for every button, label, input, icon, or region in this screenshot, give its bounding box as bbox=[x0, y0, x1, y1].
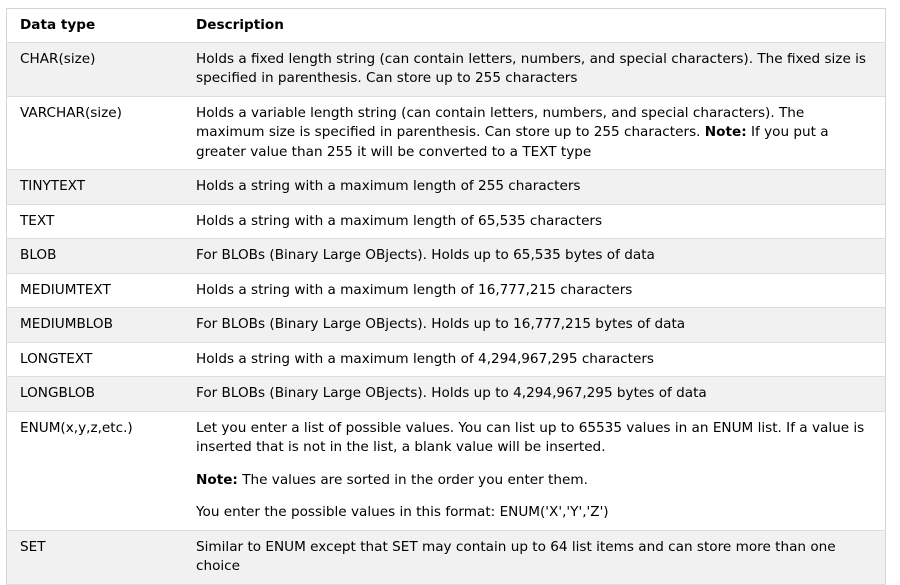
description-paragraph bbox=[196, 503, 877, 523]
table-row bbox=[7, 96, 886, 170]
data-type-cell: MEDIUMTEXT bbox=[7, 273, 184, 308]
description-paragraph bbox=[196, 419, 877, 458]
data-type-cell: SET bbox=[7, 530, 184, 584]
description-paragraph bbox=[196, 350, 877, 370]
description-paragraph bbox=[196, 104, 877, 163]
description-paragraph bbox=[196, 315, 877, 335]
table-body bbox=[7, 42, 886, 584]
header-description: Description bbox=[183, 9, 886, 43]
description-text: Holds a string with a maximum length of 255 characters bbox=[196, 178, 581, 194]
description-cell bbox=[183, 170, 886, 205]
description-text: The values are sorted in the order you enter them. bbox=[237, 471, 588, 488]
description-text: Holds a fixed length string (can contain letters, numbers, and special characters). The fixed size is specified in parenthesis. Can store up to 255 characters bbox=[196, 50, 866, 86]
table-row bbox=[7, 308, 886, 343]
description-note-label: Note: bbox=[196, 471, 238, 488]
description-cell bbox=[183, 42, 886, 96]
description-paragraph bbox=[196, 471, 877, 491]
data-type-cell: TEXT bbox=[7, 204, 184, 239]
table-row bbox=[7, 204, 886, 239]
description-cell bbox=[183, 239, 886, 274]
data-type-cell: LONGTEXT bbox=[7, 342, 184, 377]
table-row bbox=[7, 377, 886, 412]
description-paragraph bbox=[196, 538, 877, 577]
data-type-cell: CHAR(size) bbox=[7, 42, 184, 96]
table-header-row bbox=[7, 9, 886, 43]
table-row bbox=[7, 42, 886, 96]
data-type-cell: BLOB bbox=[7, 239, 184, 274]
description-paragraph bbox=[196, 212, 877, 232]
description-cell bbox=[183, 204, 886, 239]
description-text: If you put a greater value than 255 it will be converted to a TEXT type bbox=[196, 124, 829, 160]
table-row bbox=[7, 273, 886, 308]
data-type-cell: LONGBLOB bbox=[7, 377, 184, 412]
description-cell bbox=[183, 342, 886, 377]
table-row bbox=[7, 170, 886, 205]
description-text: For BLOBs (Binary Large OBjects). Holds up to 16,777,215 bytes of data bbox=[196, 316, 686, 332]
description-paragraph bbox=[196, 281, 877, 301]
table-row bbox=[7, 411, 886, 530]
data-type-cell: ENUM(x,y,z,etc.) bbox=[7, 411, 184, 530]
table-row bbox=[7, 530, 886, 584]
description-cell bbox=[183, 530, 886, 584]
header-data-type: Data type bbox=[7, 9, 184, 43]
description-cell bbox=[183, 273, 886, 308]
description-note-label: Note: bbox=[704, 124, 747, 140]
description-text: Holds a variable length string (can contain letters, numbers, and special characters). The maximum size is specified in parenthesis. Can store up to 255 characters. bbox=[196, 104, 805, 140]
description-cell bbox=[183, 308, 886, 343]
description-text: For BLOBs (Binary Large OBjects). Holds up to 65,535 bytes of data bbox=[196, 247, 655, 263]
data-type-cell: MEDIUMBLOB bbox=[7, 308, 184, 343]
description-text: For BLOBs (Binary Large OBjects). Holds up to 4,294,967,295 bytes of data bbox=[196, 385, 707, 401]
description-text: You enter the possible values in this format: ENUM('X','Y','Z') bbox=[196, 504, 609, 520]
table-row bbox=[7, 239, 886, 274]
description-paragraph bbox=[196, 50, 877, 89]
description-text: Let you enter a list of possible values. You can list up to 65535 values in an ENUM list. If a value is inserted that is not in the list, a blank value will be inserted. bbox=[196, 419, 865, 455]
description-text: Holds a string with a maximum length of 4,294,967,295 characters bbox=[196, 350, 654, 367]
description-text: Holds a string with a maximum length of 16,777,215 characters bbox=[196, 281, 633, 298]
description-cell bbox=[183, 411, 886, 530]
description-cell bbox=[183, 377, 886, 412]
description-text: Similar to ENUM except that SET may contain up to 64 list items and can store more than one choice bbox=[196, 538, 836, 574]
data-type-cell: TINYTEXT bbox=[7, 170, 184, 205]
table-row bbox=[7, 342, 886, 377]
description-cell bbox=[183, 96, 886, 170]
description-paragraph bbox=[196, 246, 877, 266]
data-type-cell: VARCHAR(size) bbox=[7, 96, 184, 170]
description-paragraph bbox=[196, 177, 877, 197]
description-text: Holds a string with a maximum length of 65,535 characters bbox=[196, 212, 603, 229]
data-types-table bbox=[6, 8, 886, 585]
description-paragraph bbox=[196, 384, 877, 404]
